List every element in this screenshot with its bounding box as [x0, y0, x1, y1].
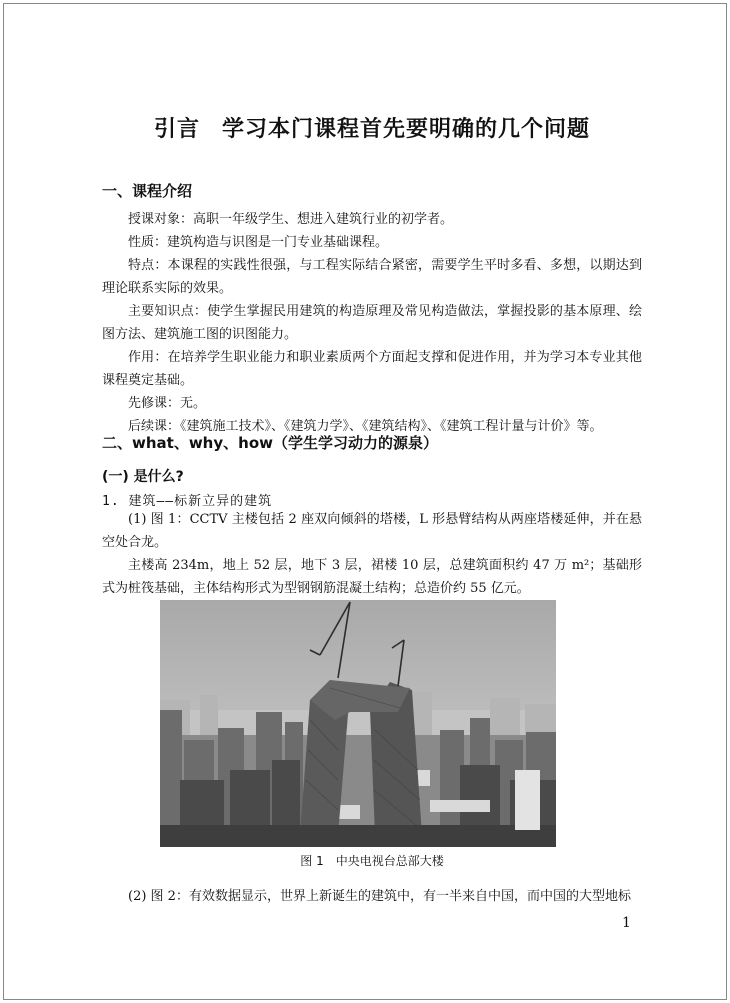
title-prefix: 引言: [153, 117, 200, 142]
paragraph: (2) 图 2：有效数据显示，世界上新诞生的建筑中，有一半来自中国，而中国的大型地标: [128, 889, 631, 904]
paragraph: 主要知识点：使学生掌握民用建筑的构造原理及常见构造做法，掌握投影的基本原理、绘图方法、建筑施工图的识图能力。: [102, 304, 642, 342]
paragraph: 授课对象：高职一年级学生、想进入建筑行业的初学者。: [128, 212, 454, 227]
paragraph: 主楼高 234m，地上 52 层，地下 3 层，裙楼 10 层，总建筑面积约 47 万 m²；基础形式为桩筏基础，主体结构形式为型钢钢筋混凝土结构；总造价约 55 亿元。: [102, 558, 642, 596]
paragraph: 作用：在培养学生职业能力和职业素质两个方面起支撑和促进作用，并为学习本专业其他课程奠定基础。: [102, 350, 642, 388]
item-heading-architecture: 1. 建筑——标新立异的建筑: [102, 494, 273, 509]
trailing-paragraph: [102, 885, 642, 908]
page-title: [82, 112, 662, 143]
paragraph: 特点：本课程的实践性很强，与工程实际结合紧密，需要学生平时多看、多想，以期达到理论联系实际的效果。: [102, 258, 642, 296]
course-intro-body: [102, 208, 642, 438]
paragraph: 性质：建筑构造与识图是一门专业基础课程。: [128, 235, 389, 250]
page-number: 1: [622, 915, 631, 931]
section-heading-what-why-how: 二、what、why、how（学生学习动力的源泉）: [102, 434, 438, 452]
cctv-description: [102, 508, 642, 600]
subsection-heading-what: (一) 是什么?: [102, 469, 184, 485]
figure-caption: 图 1 中央电视台总部大楼: [300, 854, 444, 868]
paragraph: (1) 图 1：CCTV 主楼包括 2 座双向倾斜的塔楼，L 形悬臂结构从两座塔楼延伸，并在悬空处合龙。: [102, 512, 642, 550]
title-main: 学习本门课程首先要明确的几个问题: [222, 117, 591, 142]
section-heading-course-intro: 一、课程介绍: [102, 182, 193, 200]
document-page: [102, 0, 642, 1003]
cctv-building-photo: [160, 600, 556, 847]
paragraph: 后续课：《建筑施工技术》、《建筑力学》、《建筑结构》、《建筑工程计量与计价》等。: [128, 419, 603, 434]
paragraph: 先修课：无。: [128, 396, 207, 411]
